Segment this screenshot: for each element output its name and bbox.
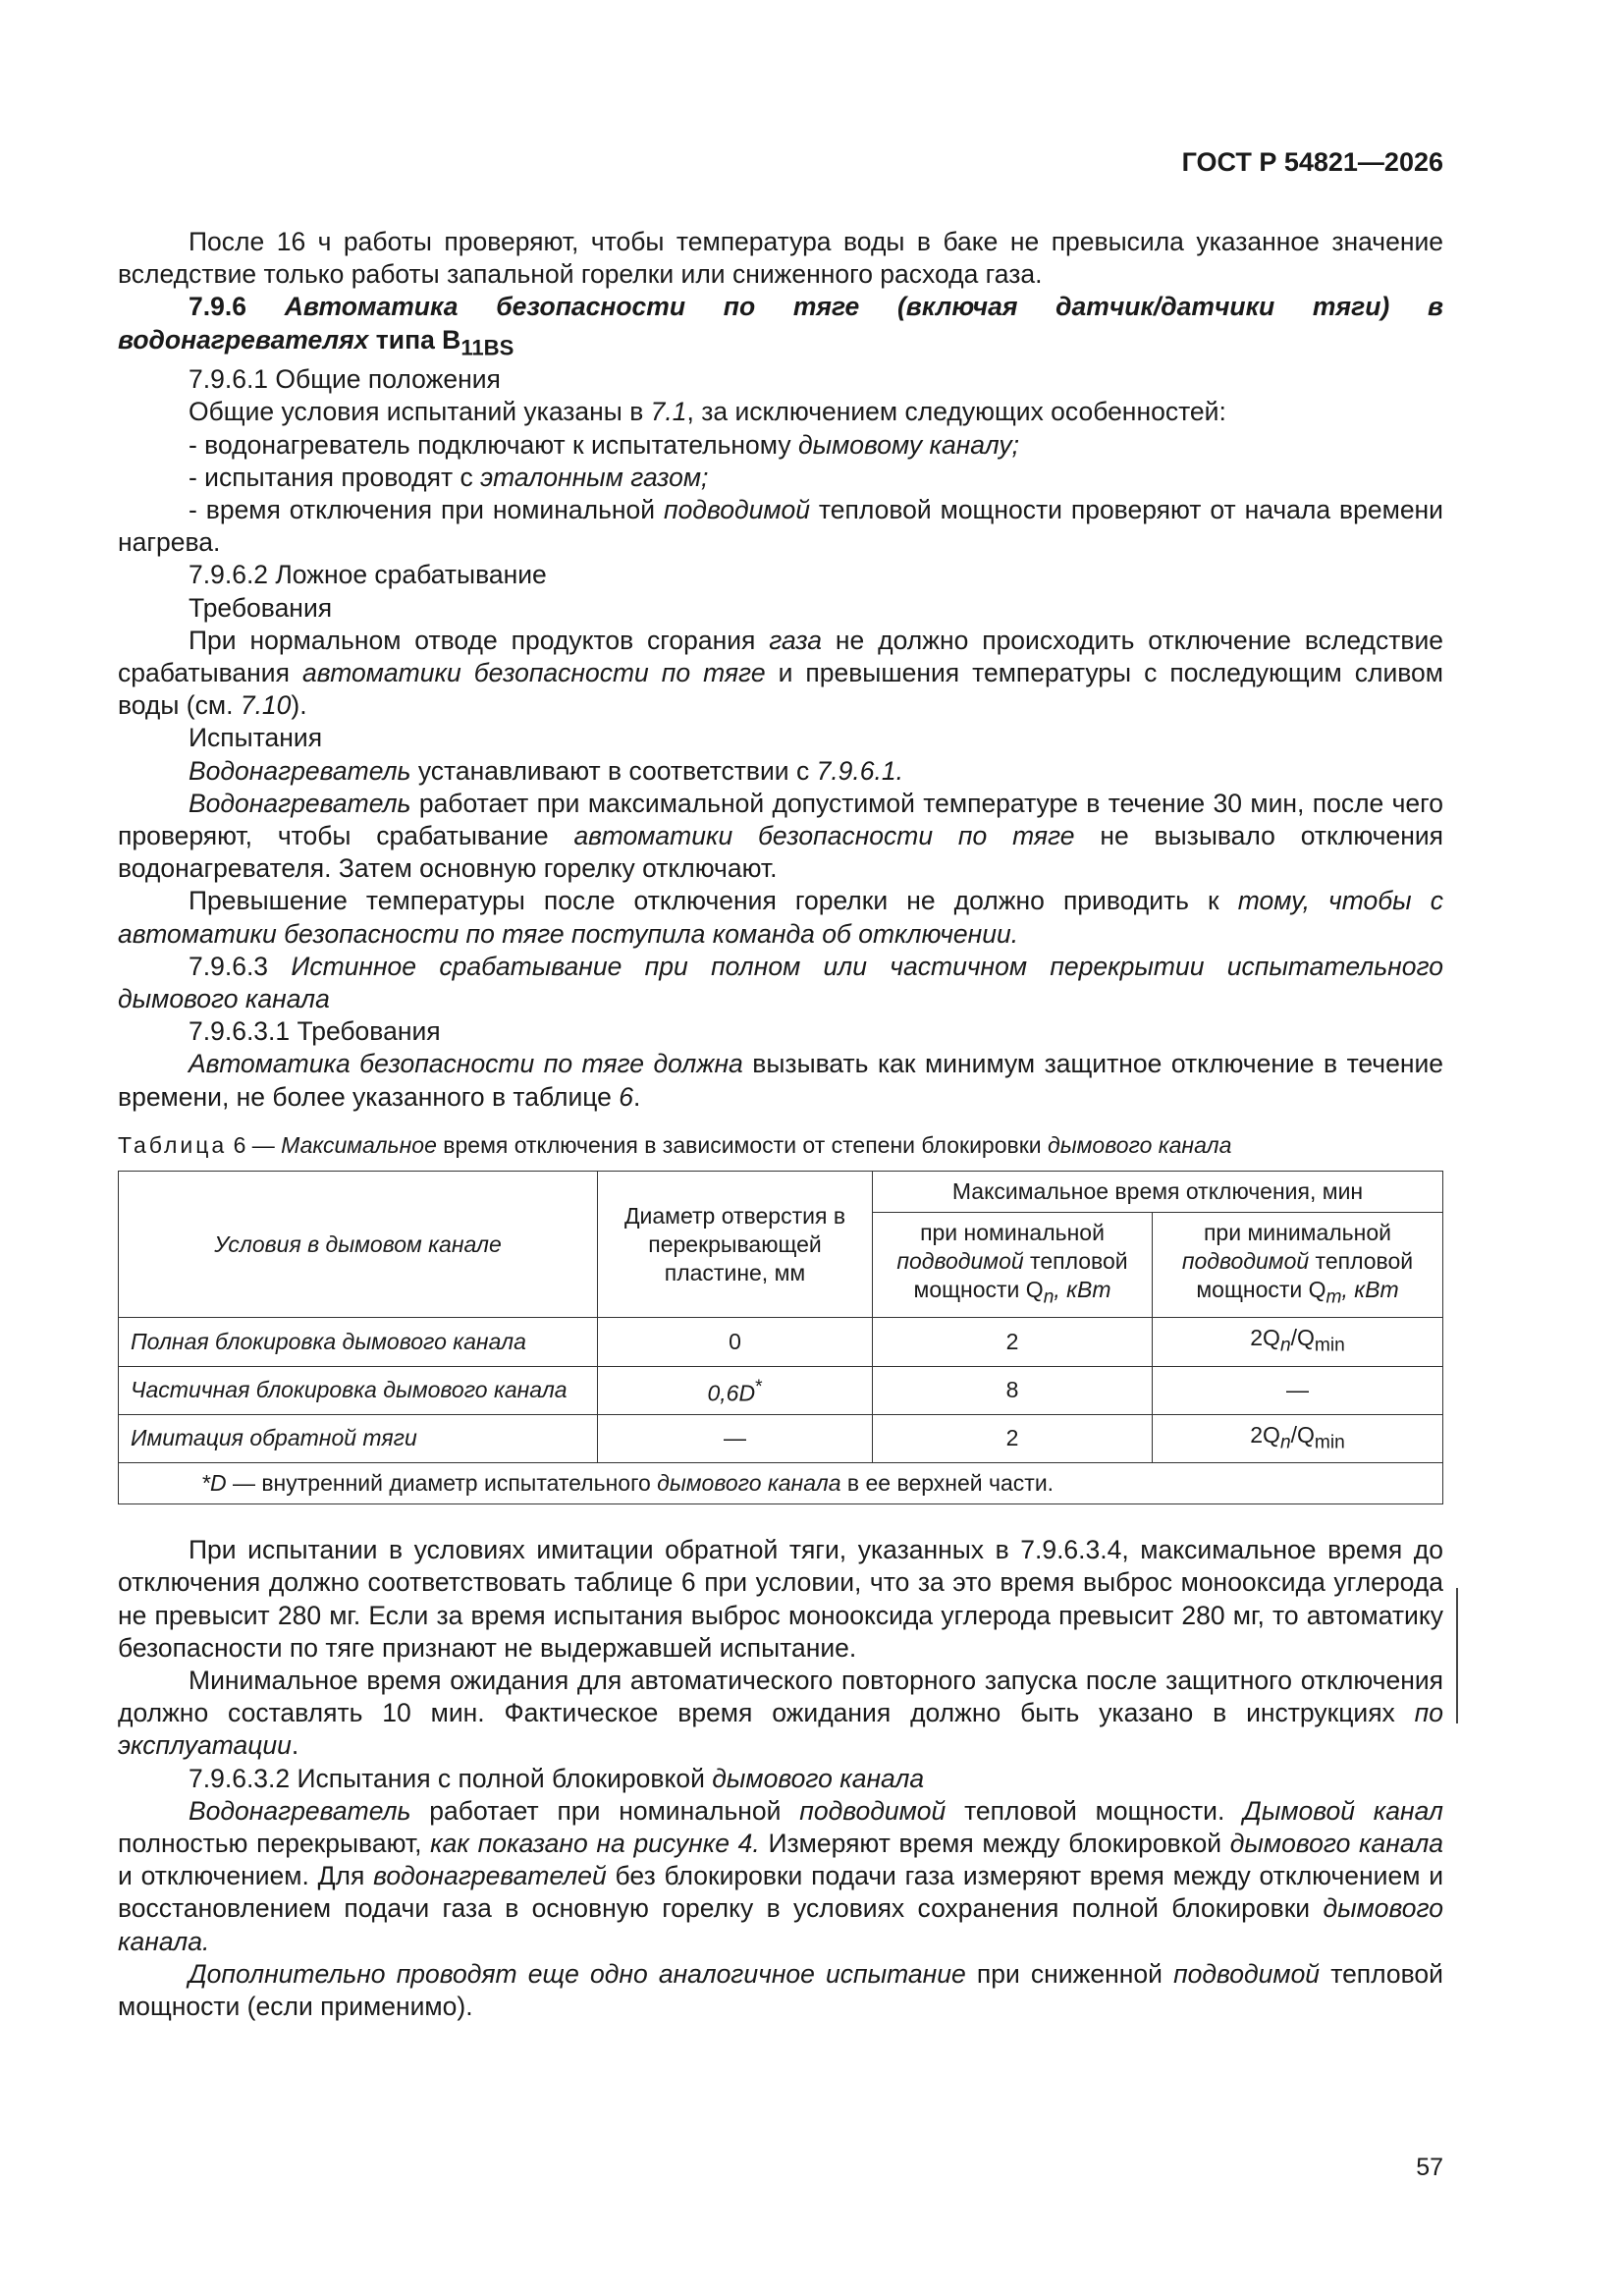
paragraph-installation: Водонагреватель устанавливают в соответствии с 7.9.6.1. [189,755,903,786]
cell-condition: Полная блокировка дымового канала [119,1318,598,1367]
header-conditions: Условия в дымовом канале [119,1171,598,1318]
document-header: ГОСТ Р 54821—2026 [1181,147,1443,177]
cell-nominal-time: 2 [873,1414,1153,1463]
cell-nominal-time: 8 [873,1366,1153,1414]
paragraph-full-blockage: Водонагреватель работает при номинальной подводимой тепловой мощности. Дымовой канал полностью перекрывают, как показано на рисунке 4. Измеряют время между блокировкой дымового канала и отключением. Для водонагревателей без блокировки подачи газа измеряют время между отключением и восстановлением подачи газа в основную горелку в условиях сохранения полной блокировки дымового канала. [118,1795,1443,1956]
paragraph-waiting-time: Минимальное время ожидания для автоматического повторного запуска после защитного отключения должно составлять 10 мин. Фактическое время ожидания должно быть указано в инструкциях по эксплуатации. [118,1666,1443,1761]
bullet-shutdown-time: - время отключения при номинальной подводимой тепловой мощности проверяют от начала времени нагрева. [118,494,1443,558]
document-body [118,226,1443,2023]
cell-diameter: 0,6D* [598,1366,873,1414]
cell-condition: Частичная блокировка дымового канала [119,1366,598,1414]
paragraph-normal-exhaust: При нормальном отводе продуктов сгорания газа не должно происходить отключение вследствие срабатывания автоматики безопасности по тяге и превышения температуры с последующим сливом воды (см. 7.10). [118,625,1443,721]
change-bar [1456,1588,1458,1723]
table-row [119,1414,1443,1463]
table-footnote-row [119,1463,1443,1504]
table-header-row [119,1171,1443,1212]
page-number: 57 [1416,2154,1443,2181]
paragraph-operation: Водонагреватель работает при максимальной допустимой температуре в течение 30 мин, после чего проверяют, чтобы срабатывание автоматики безопасности по тяге не вызывало отключения водонагревателя. Затем основную горелку отключают. [118,788,1443,884]
header-diameter: Диаметр отверстия в перекрывающей пластине, мм [598,1171,873,1318]
paragraph-reverse-draft: При испытании в условиях имитации обратной тяги, указанных в 7.9.6.3.4, максимальное время до отключения должно соответствовать таблице 6 при условии, что за это время выброс монооксида углерода не превысит 280 мг. Если за время испытания выброс монооксида углерода превысит 280 мг, то автоматику безопасности по тяге признают не выдержавшей испытание. [118,1535,1443,1663]
paragraph-protective-shutdown: Автоматика безопасности по тяге должна вызывать как минимум защитное отключение в течение времени, не более указанного в таблице 6. [118,1049,1443,1112]
cell-diameter: 0 [598,1318,873,1367]
header-max-time: Максимальное время отключения, мин [873,1171,1443,1212]
section-7-9-6-1: 7.9.6.1 Общие положения [189,364,501,395]
table-6 [118,1171,1443,1504]
cell-condition: Имитация обратной тяги [119,1414,598,1463]
cell-minimum-time: $2Q_n/Q_{min}$ [1153,1414,1443,1463]
section-heading-7-9-6: 7.9.6 Автоматика безопасности по тяге (включая датчик/датчики тяги) в водонагревателях типа $B_{11BS}$ [118,292,1443,359]
header-nominal-power: при номинальной подводимой тепловой мощности $Q_n$, кВт [873,1212,1153,1318]
section-7-9-6-3-2: 7.9.6.3.2 Испытания с полной блокировкой дымового канала [189,1763,925,1793]
table-row [119,1318,1443,1367]
paragraph-temperature-excess: Превышение температуры после отключения горелки не должно приводить к тому, чтобы с автоматики безопасности по тяге поступила команда об отключении. [118,886,1443,949]
paragraph-general-conditions: Общие условия испытаний указаны в 7.1, за исключением следующих особенностей: [189,397,1226,427]
section-7-9-6-3-1: 7.9.6.3.1 Требования [189,1016,441,1047]
section-7-9-6-3: 7.9.6.3 Истинное срабатывание при полном или частичном перекрытии испытательного дымового канала [118,951,1444,1013]
cell-minimum-time: $2Q_n/Q_{min}$ [1153,1318,1443,1367]
paragraph-after-16h: После 16 ч работы проверяют, чтобы температура воды в баке не превысила указанное значение вследствие только работы запальной горелки или сниженного расхода газа. [118,227,1443,290]
bullet-flue-connection: - водонагреватель подключают к испытательному дымовому каналу; [189,429,1019,460]
section-7-9-6-2: 7.9.6.2 Ложное срабатывание [189,560,547,590]
header-minimum-power: при минимальной подводимой тепловой мощности $Q_m$, кВт [1153,1212,1443,1318]
subheading-requirements: Требования [189,592,333,623]
table-row [119,1366,1443,1414]
cell-minimum-time: — [1153,1366,1443,1414]
cell-diameter: — [598,1414,873,1463]
table-6-caption: Таблица 6 — Максимальное время отключения в зависимости от степени блокировки дымового канала [118,1131,1232,1158]
subheading-tests: Испытания [189,723,323,753]
table-footnote: *D — внутренний диаметр испытательного дымового канала в ее верхней части. [119,1463,1443,1504]
paragraph-additional-test: Дополнительно проводят еще одно аналогичное испытание при сниженной подводимой тепловой мощности (если применимо). [118,1958,1443,2022]
bullet-reference-gas: - испытания проводят с эталонным газом; [189,462,709,492]
cell-nominal-time: 2 [873,1318,1153,1367]
